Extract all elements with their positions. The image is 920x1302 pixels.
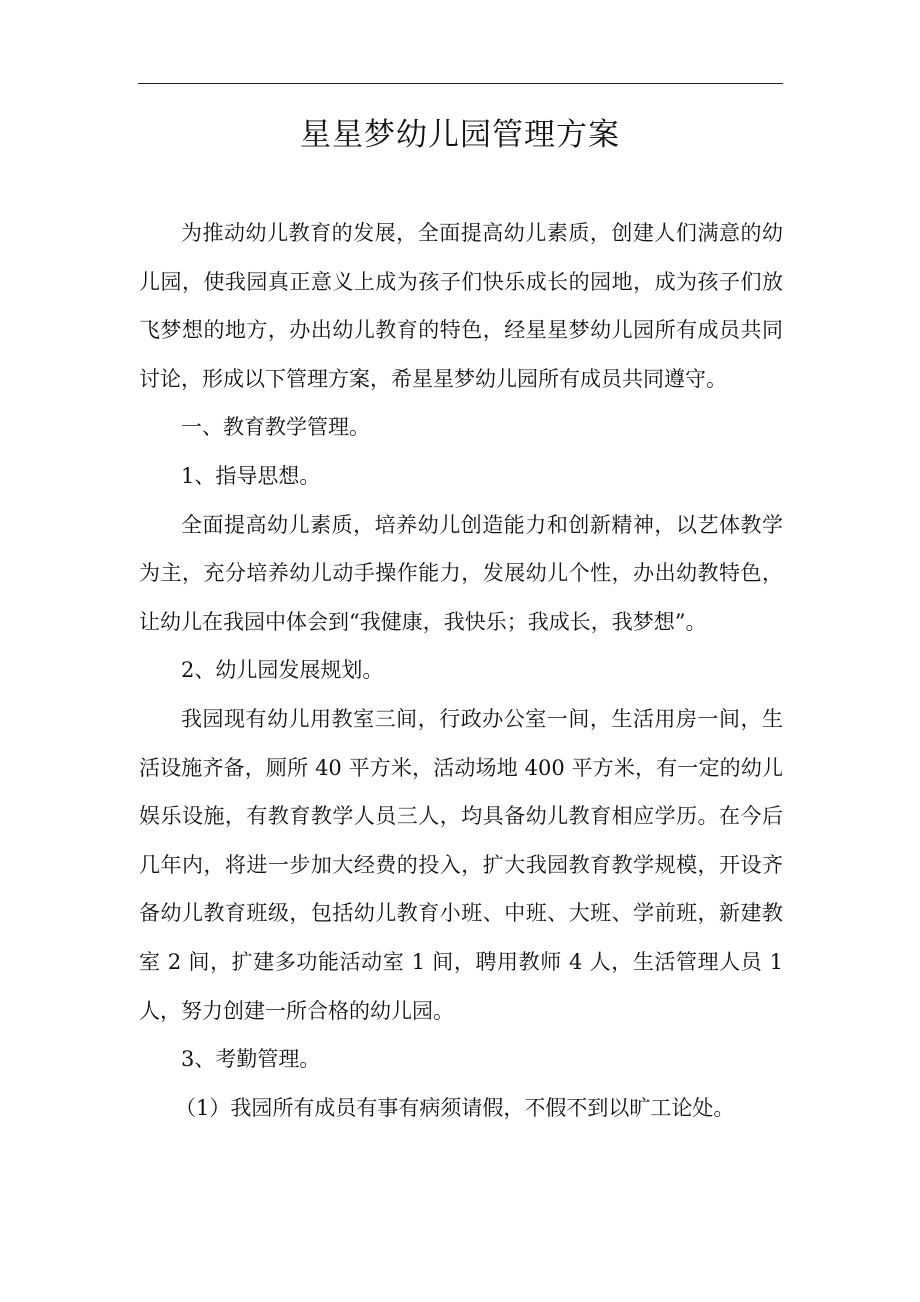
subsection-heading-3: 3、考勤管理。 (181, 1047, 321, 1072)
subsection-heading-1: 1、指导思想。 (181, 463, 321, 488)
header-rule (138, 83, 783, 84)
intro-paragraph: 为推动幼儿教育的发展，全面提高幼儿素质，创建人们满意的幼儿园，使我园真正意义上成为孩子们快乐成长的园地，成为孩子们放飞梦想的地方，办出幼儿教育的特色，经星星梦幼儿园所有成员共同讨论，形成以下管理方案，希星星梦幼儿园所有成员共同遵守。 (139, 221, 783, 391)
page-title: 星星梦幼儿园管理方案 (300, 117, 620, 153)
subsection-heading-2: 2、幼儿园发展规划。 (181, 658, 384, 683)
document-body (139, 209, 783, 1132)
development-plan-paragraph: 我园现有幼儿用教室三间，行政办公室一间，生活用房一间，生活设施齐备，厕所 40 平方米，活动场地 400 平方米，有一定的幼儿娱乐设施，有教育教学人员三人，均具备幼儿教育相应学历。在今后几年内，将进一步加大经费的投入，扩大我园教育教学规模，开设齐备幼儿教育班级，包括幼儿教育小班、中班、大班、学前班，新建教室 2 间，扩建多功能活动室 1 间，聘用教师 4 人，生活管理人员 1 人，努力创建一所合格的幼儿园。 (139, 706, 783, 1023)
guiding-ideology-paragraph: 全面提高幼儿素质，培养幼儿创造能力和创新精神，以艺体教学为主，充分培养幼儿动手操作能力，发展幼儿个性，办出幼教特色，让幼儿在我园中体会到“我健康，我快乐；我成长，我梦想”。 (139, 512, 783, 634)
attendance-rule-1: （1）我园所有成员有事有病须请假，不假不到以旷工论处。 (175, 1095, 735, 1120)
section-heading-1: 一、教育教学管理。 (181, 415, 370, 440)
